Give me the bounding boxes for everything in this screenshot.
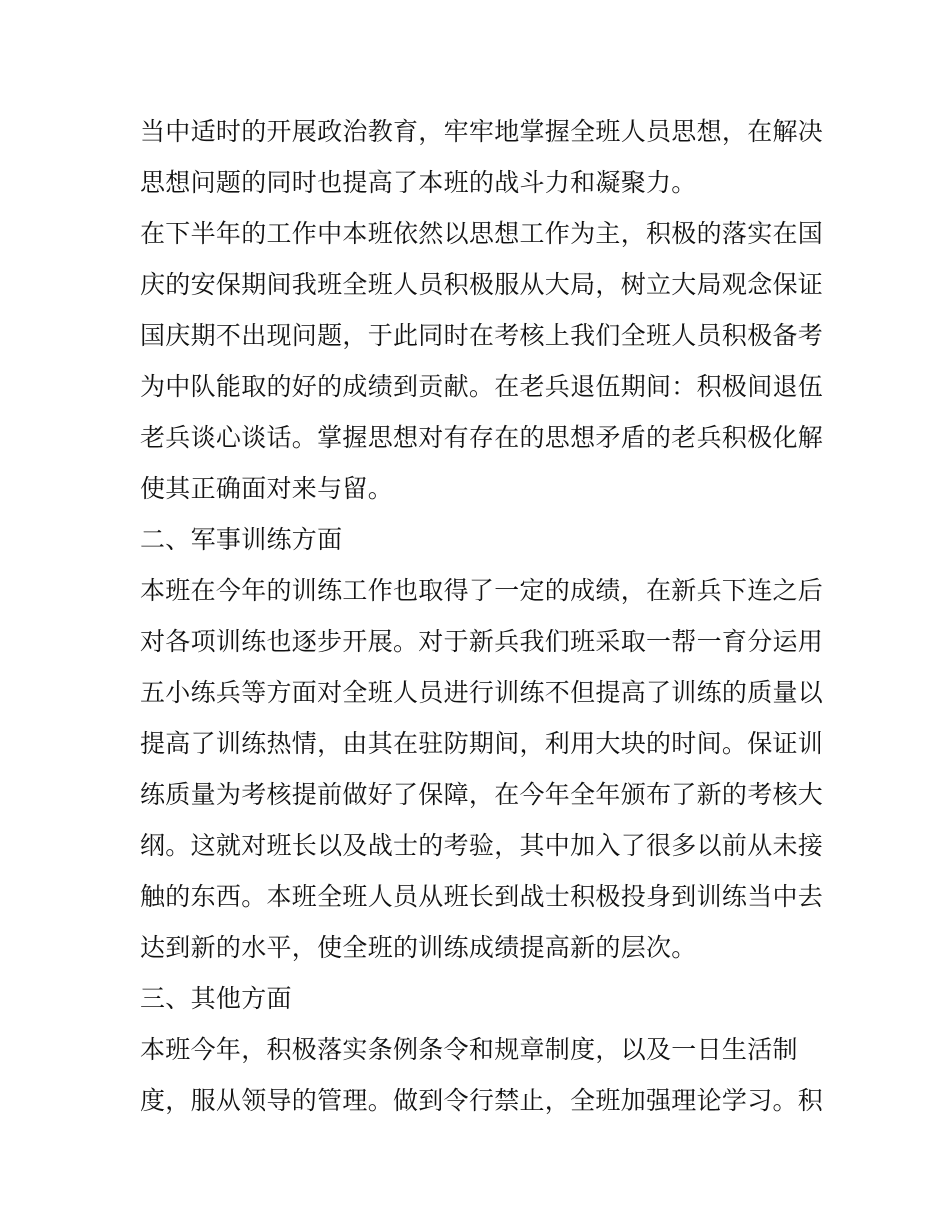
document-body bbox=[140, 106, 824, 1126]
section-heading-other-aspects bbox=[140, 973, 820, 1024]
text-line: 本班在今年的训练工作也取得了一定的成绩，在新兵下连之后 bbox=[140, 576, 824, 605]
paragraph-training-work bbox=[140, 565, 824, 973]
section-heading: 二、军事训练方面 bbox=[140, 525, 343, 554]
section-heading-military-training bbox=[140, 514, 820, 565]
text-line: 在下半年的工作中本班依然以思想工作为主，积极的落实在国 bbox=[140, 219, 824, 248]
text-line: 提高了训练热情，由其在驻防期间，利用大块的时间。保证训 bbox=[140, 729, 824, 758]
text-line: 为中队能取的好的成绩到贡献。在老兵退伍期间：积极间退伍 bbox=[140, 372, 824, 401]
text-line: 老兵谈心谈话。掌握思想对有存在的思想矛盾的老兵积极化解 bbox=[140, 423, 824, 452]
text-line: 对各项训练也逐步开展。对于新兵我们班采取一帮一育分运用 bbox=[140, 627, 824, 656]
text-line: 五小练兵等方面对全班人员进行训练不但提高了训练的质量以 bbox=[140, 678, 824, 707]
text-line: 纲。这就对班长以及战士的考验，其中加入了很多以前从未接 bbox=[140, 831, 824, 860]
text-line: 本班今年，积极落实条例条令和规章制度，以及一日生活制 bbox=[140, 1035, 798, 1064]
paragraph-political-education bbox=[140, 106, 824, 208]
text-line: 度，服从领导的管理。做到令行禁止，全班加强理论学习。积 bbox=[140, 1086, 824, 1115]
text-line: 思想问题的同时也提高了本班的战斗力和凝聚力。 bbox=[140, 168, 697, 197]
text-line: 国庆期不出现问题，于此同时在考核上我们全班人员积极备考 bbox=[140, 321, 824, 350]
text-line: 练质量为考核提前做好了保障，在今年全年颁布了新的考核大 bbox=[140, 780, 824, 809]
text-line: 触的东西。本班全班人员从班长到战士积极投身到训练当中去 bbox=[140, 882, 824, 911]
section-heading: 三、其他方面 bbox=[140, 984, 292, 1013]
text-line: 庆的安保期间我班全班人员积极服从大局，树立大局观念保证 bbox=[140, 270, 824, 299]
paragraph-second-half-year bbox=[140, 208, 824, 514]
text-line: 当中适时的开展政治教育，牢牢地掌握全班人员思想，在解决 bbox=[140, 117, 824, 146]
text-line: 达到新的水平，使全班的训练成绩提高新的层次。 bbox=[140, 933, 697, 962]
paragraph-regulations bbox=[140, 1024, 824, 1126]
text-line: 使其正确面对来与留。 bbox=[140, 474, 394, 503]
